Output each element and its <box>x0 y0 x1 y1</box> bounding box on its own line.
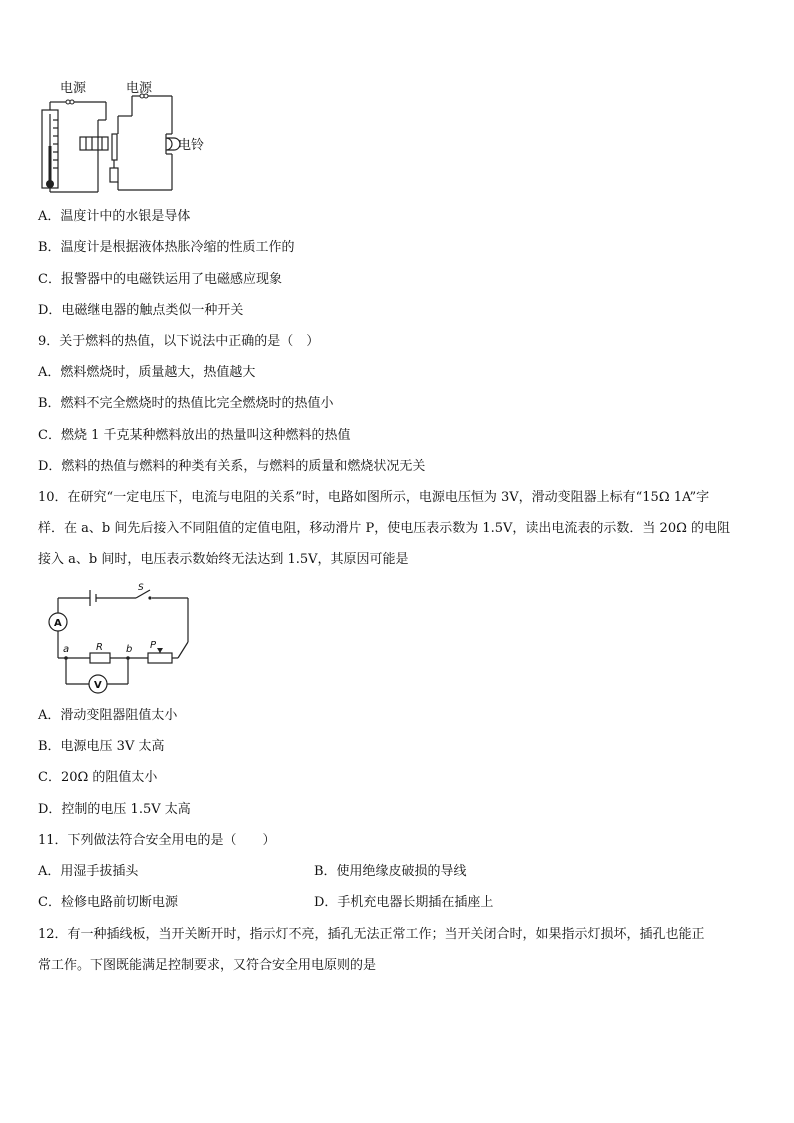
q10-option-a: A．滑动变阻器阻值太小 <box>38 708 178 723</box>
node-b-label: b <box>126 644 133 655</box>
q11-stem: 11．下列做法符合安全用电的是（ ） <box>38 833 276 848</box>
q8-option-c: C．报警器中的电磁铁运用了电磁感应现象 <box>38 272 282 287</box>
q10-option-d: D．控制的电压 1.5V 太高 <box>38 802 191 817</box>
bell-label: 电铃 <box>178 138 205 153</box>
q10-option-b: B．电源电压 3V 太高 <box>38 739 165 754</box>
q10-stem-line3: 接入 a、b 间时，电压表示数始终无法达到 1.5V，其原因可能是 <box>38 552 409 567</box>
q9-option-c: C．燃烧 1 千克某种燃料放出的热量叫这种燃料的热值 <box>38 428 351 443</box>
power-label-left: 电源 <box>60 81 87 96</box>
resistor-label: R <box>96 642 103 653</box>
q9-option-b: B．燃料不完全燃烧时的热值比完全燃烧时的热值小 <box>38 396 334 411</box>
q8-option-b: B．温度计是根据液体热胀冷缩的性质工作的 <box>38 240 295 255</box>
power-label-right: 电源 <box>126 81 153 96</box>
q8-option-a: A．温度计中的水银是导体 <box>38 209 191 224</box>
series-circuit-figure <box>44 582 194 694</box>
q11-option-d: D．手机充电器长期插在插座上 <box>314 895 494 910</box>
q9-option-d: D．燃料的热值与燃料的种类有关系，与燃料的质量和燃烧状况无关 <box>38 459 426 474</box>
thermometer-alarm-figure <box>36 76 216 196</box>
q11-option-b: B．使用绝缘皮破损的导线 <box>314 864 467 879</box>
q11-option-a: A．用湿手拔插头 <box>38 864 139 879</box>
q10-stem-line2: 样．在 a、b 间先后接入不同阻值的定值电阻，移动滑片 P，使电压表示数为 1.5V，读出电流表的示数．当 20Ω 的电阻 <box>38 521 730 536</box>
voltmeter-label: V <box>94 680 102 691</box>
switch-label: S <box>138 583 144 593</box>
q12-stem-line1: 12．有一种插线板，当开关断开时，指示灯不亮，插孔无法正常工作；当开关闭合时，如果指示灯损坏，插孔也能正 <box>38 927 705 942</box>
node-a-label: a <box>63 644 70 655</box>
q9-stem: 9．关于燃料的热值，以下说法中正确的是（ ） <box>38 334 320 349</box>
slider-label: P <box>150 640 157 651</box>
ammeter-label: A <box>54 618 62 629</box>
q11-option-c: C．检修电路前切断电源 <box>38 895 178 910</box>
q9-option-a: A．燃料燃烧时，质量越大，热值越大 <box>38 365 256 380</box>
q8-option-d: D．电磁继电器的触点类似一种开关 <box>38 303 244 318</box>
q12-stem-line2: 常工作。下图既能满足控制要求，又符合安全用电原则的是 <box>38 958 377 973</box>
q10-stem-line1: 10．在研究“一定电压下，电流与电阻的关系”时，电路如图所示，电源电压恒为 3V，滑动变阻器上标有“15Ω 1A”字 <box>38 490 710 505</box>
q10-option-c: C．20Ω 的阻值太小 <box>38 770 158 785</box>
